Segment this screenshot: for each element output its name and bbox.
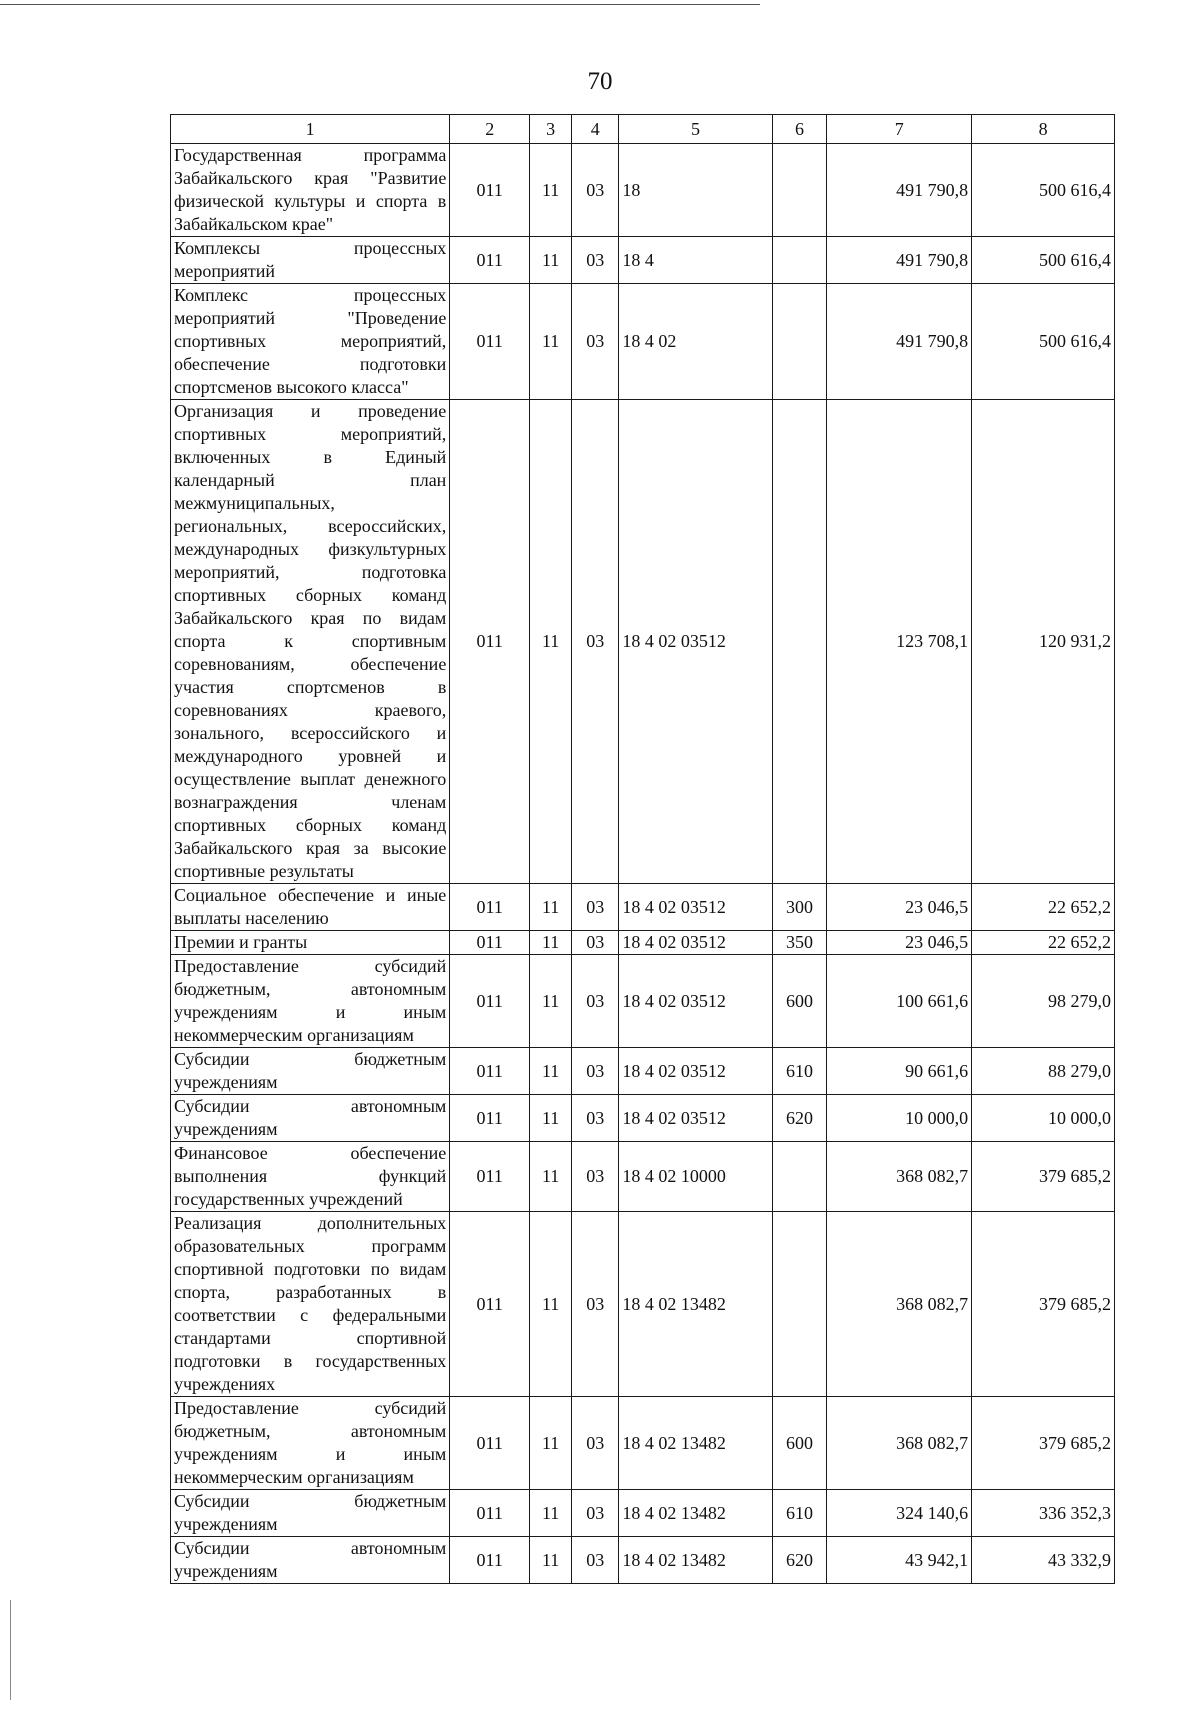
row-section-cell: 11	[530, 1537, 572, 1584]
column-header-2: 2	[450, 115, 530, 144]
column-header-1: 1	[171, 115, 450, 144]
row-amount-year1-cell: 23 046,5	[827, 884, 972, 931]
row-amount-year1-cell: 368 082,7	[827, 1397, 972, 1490]
column-header-5: 5	[619, 115, 772, 144]
row-subsection-cell: 03	[572, 237, 619, 284]
row-subsection-cell: 03	[572, 1142, 619, 1212]
row-name-cell: Реализация дополнительных образовательных программ спортивной подготовки по видам спорта, разработанных в соответствии с федеральными стандартами спортивной подготовки в государственных учреждениях	[171, 1212, 450, 1397]
row-target-article-cell: 18 4 02 10000	[619, 1142, 772, 1212]
row-expense-type-cell: 610	[772, 1048, 827, 1095]
table-row	[171, 284, 1115, 400]
row-section-cell: 11	[530, 1212, 572, 1397]
row-admin-code-cell: 011	[450, 237, 530, 284]
row-admin-code-cell: 011	[450, 1142, 530, 1212]
row-amount-year2-cell: 120 931,2	[972, 400, 1115, 884]
table-row	[171, 400, 1115, 884]
row-amount-year2-cell: 10 000,0	[972, 1095, 1115, 1142]
row-expense-type-cell: 600	[772, 955, 827, 1048]
row-expense-type-cell: 620	[772, 1537, 827, 1584]
row-amount-year1-cell: 324 140,6	[827, 1490, 972, 1537]
row-amount-year1-cell: 100 661,6	[827, 955, 972, 1048]
row-amount-year2-cell: 500 616,4	[972, 144, 1115, 237]
row-name-cell: Субсидии автономным учреждениям	[171, 1537, 450, 1584]
row-amount-year2-cell: 500 616,4	[972, 237, 1115, 284]
row-name-cell: Субсидии автономным учреждениям	[171, 1095, 450, 1142]
row-expense-type-cell: 350	[772, 931, 827, 955]
table-header-row	[171, 115, 1115, 144]
column-header-4: 4	[572, 115, 619, 144]
row-section-cell: 11	[530, 1397, 572, 1490]
row-amount-year1-cell: 43 942,1	[827, 1537, 972, 1584]
row-section-cell: 11	[530, 931, 572, 955]
row-amount-year2-cell: 43 332,9	[972, 1537, 1115, 1584]
row-amount-year1-cell: 90 661,6	[827, 1048, 972, 1095]
scan-margin-line	[10, 1600, 11, 1700]
table-row	[171, 1142, 1115, 1212]
row-section-cell: 11	[530, 400, 572, 884]
column-header-8: 8	[972, 115, 1115, 144]
column-header-7: 7	[827, 115, 972, 144]
row-name-cell: Социальное обеспечение и иные выплаты населению	[171, 884, 450, 931]
table-row	[171, 1397, 1115, 1490]
row-expense-type-cell: 620	[772, 1095, 827, 1142]
row-amount-year2-cell: 22 652,2	[972, 931, 1115, 955]
table-row	[171, 884, 1115, 931]
row-admin-code-cell: 011	[450, 931, 530, 955]
row-amount-year1-cell: 123 708,1	[827, 400, 972, 884]
row-expense-type-cell	[772, 237, 827, 284]
row-admin-code-cell: 011	[450, 1397, 530, 1490]
row-amount-year2-cell: 379 685,2	[972, 1142, 1115, 1212]
row-expense-type-cell: 600	[772, 1397, 827, 1490]
row-amount-year1-cell: 491 790,8	[827, 284, 972, 400]
row-expense-type-cell	[772, 284, 827, 400]
column-header-6: 6	[772, 115, 827, 144]
row-subsection-cell: 03	[572, 284, 619, 400]
row-subsection-cell: 03	[572, 1397, 619, 1490]
row-expense-type-cell	[772, 400, 827, 884]
row-section-cell: 11	[530, 237, 572, 284]
row-name-cell: Организация и проведение спортивных мероприятий, включенных в Единый календарный план межмуниципальных, региональных, всероссийских, международных физкультурных мероприятий, подготовка спортивных сборных команд Забайкальского края по видам спорта к спортивным соревнованиям, обеспечение участия спортсменов в соревнованиях краевого, зонального, всероссийского и международного уровней и осуществление выплат денежного вознаграждения членам спортивных сборных команд Забайкальского края за высокие спортивные результаты	[171, 400, 450, 884]
row-target-article-cell: 18 4 02 03512	[619, 400, 772, 884]
row-expense-type-cell	[772, 144, 827, 237]
row-admin-code-cell: 011	[450, 144, 530, 237]
table-row	[171, 237, 1115, 284]
row-amount-year2-cell: 88 279,0	[972, 1048, 1115, 1095]
row-section-cell: 11	[530, 1048, 572, 1095]
row-target-article-cell: 18 4 02 13482	[619, 1212, 772, 1397]
row-amount-year2-cell: 379 685,2	[972, 1397, 1115, 1490]
row-amount-year2-cell: 500 616,4	[972, 284, 1115, 400]
row-admin-code-cell: 011	[450, 1095, 530, 1142]
row-section-cell: 11	[530, 955, 572, 1048]
row-subsection-cell: 03	[572, 144, 619, 237]
row-amount-year2-cell: 22 652,2	[972, 884, 1115, 931]
row-section-cell: 11	[530, 1095, 572, 1142]
row-amount-year1-cell: 10 000,0	[827, 1095, 972, 1142]
row-target-article-cell: 18 4 02 03512	[619, 884, 772, 931]
page-number: 70	[587, 68, 613, 95]
table-row	[171, 1095, 1115, 1142]
row-name-cell: Субсидии бюджетным учреждениям	[171, 1490, 450, 1537]
row-expense-type-cell: 300	[772, 884, 827, 931]
row-subsection-cell: 03	[572, 1048, 619, 1095]
row-admin-code-cell: 011	[450, 1537, 530, 1584]
table-row	[171, 144, 1115, 237]
row-section-cell: 11	[530, 144, 572, 237]
row-subsection-cell: 03	[572, 884, 619, 931]
row-section-cell: 11	[530, 1490, 572, 1537]
row-admin-code-cell: 011	[450, 955, 530, 1048]
scan-edge-line	[0, 4, 760, 5]
row-amount-year1-cell: 368 082,7	[827, 1142, 972, 1212]
table-row	[171, 1537, 1115, 1584]
row-subsection-cell: 03	[572, 1095, 619, 1142]
row-name-cell: Комплекс процессных мероприятий "Проведение спортивных мероприятий, обеспечение подготовки спортсменов высокого класса"	[171, 284, 450, 400]
row-admin-code-cell: 011	[450, 1212, 530, 1397]
row-subsection-cell: 03	[572, 1212, 619, 1397]
row-subsection-cell: 03	[572, 931, 619, 955]
row-admin-code-cell: 011	[450, 1048, 530, 1095]
row-target-article-cell: 18 4 02 03512	[619, 1048, 772, 1095]
row-name-cell: Государственная программа Забайкальского края "Развитие физической культуры и спорта в Забайкальском крае"	[171, 144, 450, 237]
table-row	[171, 1048, 1115, 1095]
table-body	[171, 144, 1115, 1584]
row-name-cell: Предоставление субсидий бюджетным, автономным учреждениям и иным некоммерческим организациям	[171, 955, 450, 1048]
row-name-cell: Предоставление субсидий бюджетным, автономным учреждениям и иным некоммерческим организациям	[171, 1397, 450, 1490]
row-expense-type-cell	[772, 1212, 827, 1397]
column-header-3: 3	[530, 115, 572, 144]
row-subsection-cell: 03	[572, 955, 619, 1048]
row-section-cell: 11	[530, 284, 572, 400]
row-name-cell: Субсидии бюджетным учреждениям	[171, 1048, 450, 1095]
row-amount-year1-cell: 491 790,8	[827, 144, 972, 237]
row-name-cell: Премии и гранты	[171, 931, 450, 955]
table-row	[171, 1212, 1115, 1397]
table-header	[171, 115, 1115, 144]
row-subsection-cell: 03	[572, 1537, 619, 1584]
row-amount-year1-cell: 23 046,5	[827, 931, 972, 955]
row-target-article-cell: 18 4 02 13482	[619, 1397, 772, 1490]
table-row	[171, 955, 1115, 1048]
row-admin-code-cell: 011	[450, 284, 530, 400]
row-name-cell: Финансовое обеспечение выполнения функций государственных учреждений	[171, 1142, 450, 1212]
row-target-article-cell: 18 4 02 03512	[619, 955, 772, 1048]
row-section-cell: 11	[530, 1142, 572, 1212]
row-target-article-cell: 18 4	[619, 237, 772, 284]
row-target-article-cell: 18 4 02 13482	[619, 1490, 772, 1537]
row-target-article-cell: 18	[619, 144, 772, 237]
budget-table	[170, 114, 1115, 1584]
row-amount-year1-cell: 368 082,7	[827, 1212, 972, 1397]
row-subsection-cell: 03	[572, 400, 619, 884]
table-row	[171, 931, 1115, 955]
row-name-cell: Комплексы процессных мероприятий	[171, 237, 450, 284]
row-admin-code-cell: 011	[450, 1490, 530, 1537]
row-amount-year2-cell: 379 685,2	[972, 1212, 1115, 1397]
table-row	[171, 1490, 1115, 1537]
row-section-cell: 11	[530, 884, 572, 931]
row-expense-type-cell	[772, 1142, 827, 1212]
row-target-article-cell: 18 4 02 13482	[619, 1537, 772, 1584]
row-amount-year1-cell: 491 790,8	[827, 237, 972, 284]
row-expense-type-cell: 610	[772, 1490, 827, 1537]
row-target-article-cell: 18 4 02 03512	[619, 1095, 772, 1142]
row-admin-code-cell: 011	[450, 400, 530, 884]
row-target-article-cell: 18 4 02	[619, 284, 772, 400]
row-target-article-cell: 18 4 02 03512	[619, 931, 772, 955]
row-subsection-cell: 03	[572, 1490, 619, 1537]
row-amount-year2-cell: 98 279,0	[972, 955, 1115, 1048]
row-amount-year2-cell: 336 352,3	[972, 1490, 1115, 1537]
row-admin-code-cell: 011	[450, 884, 530, 931]
